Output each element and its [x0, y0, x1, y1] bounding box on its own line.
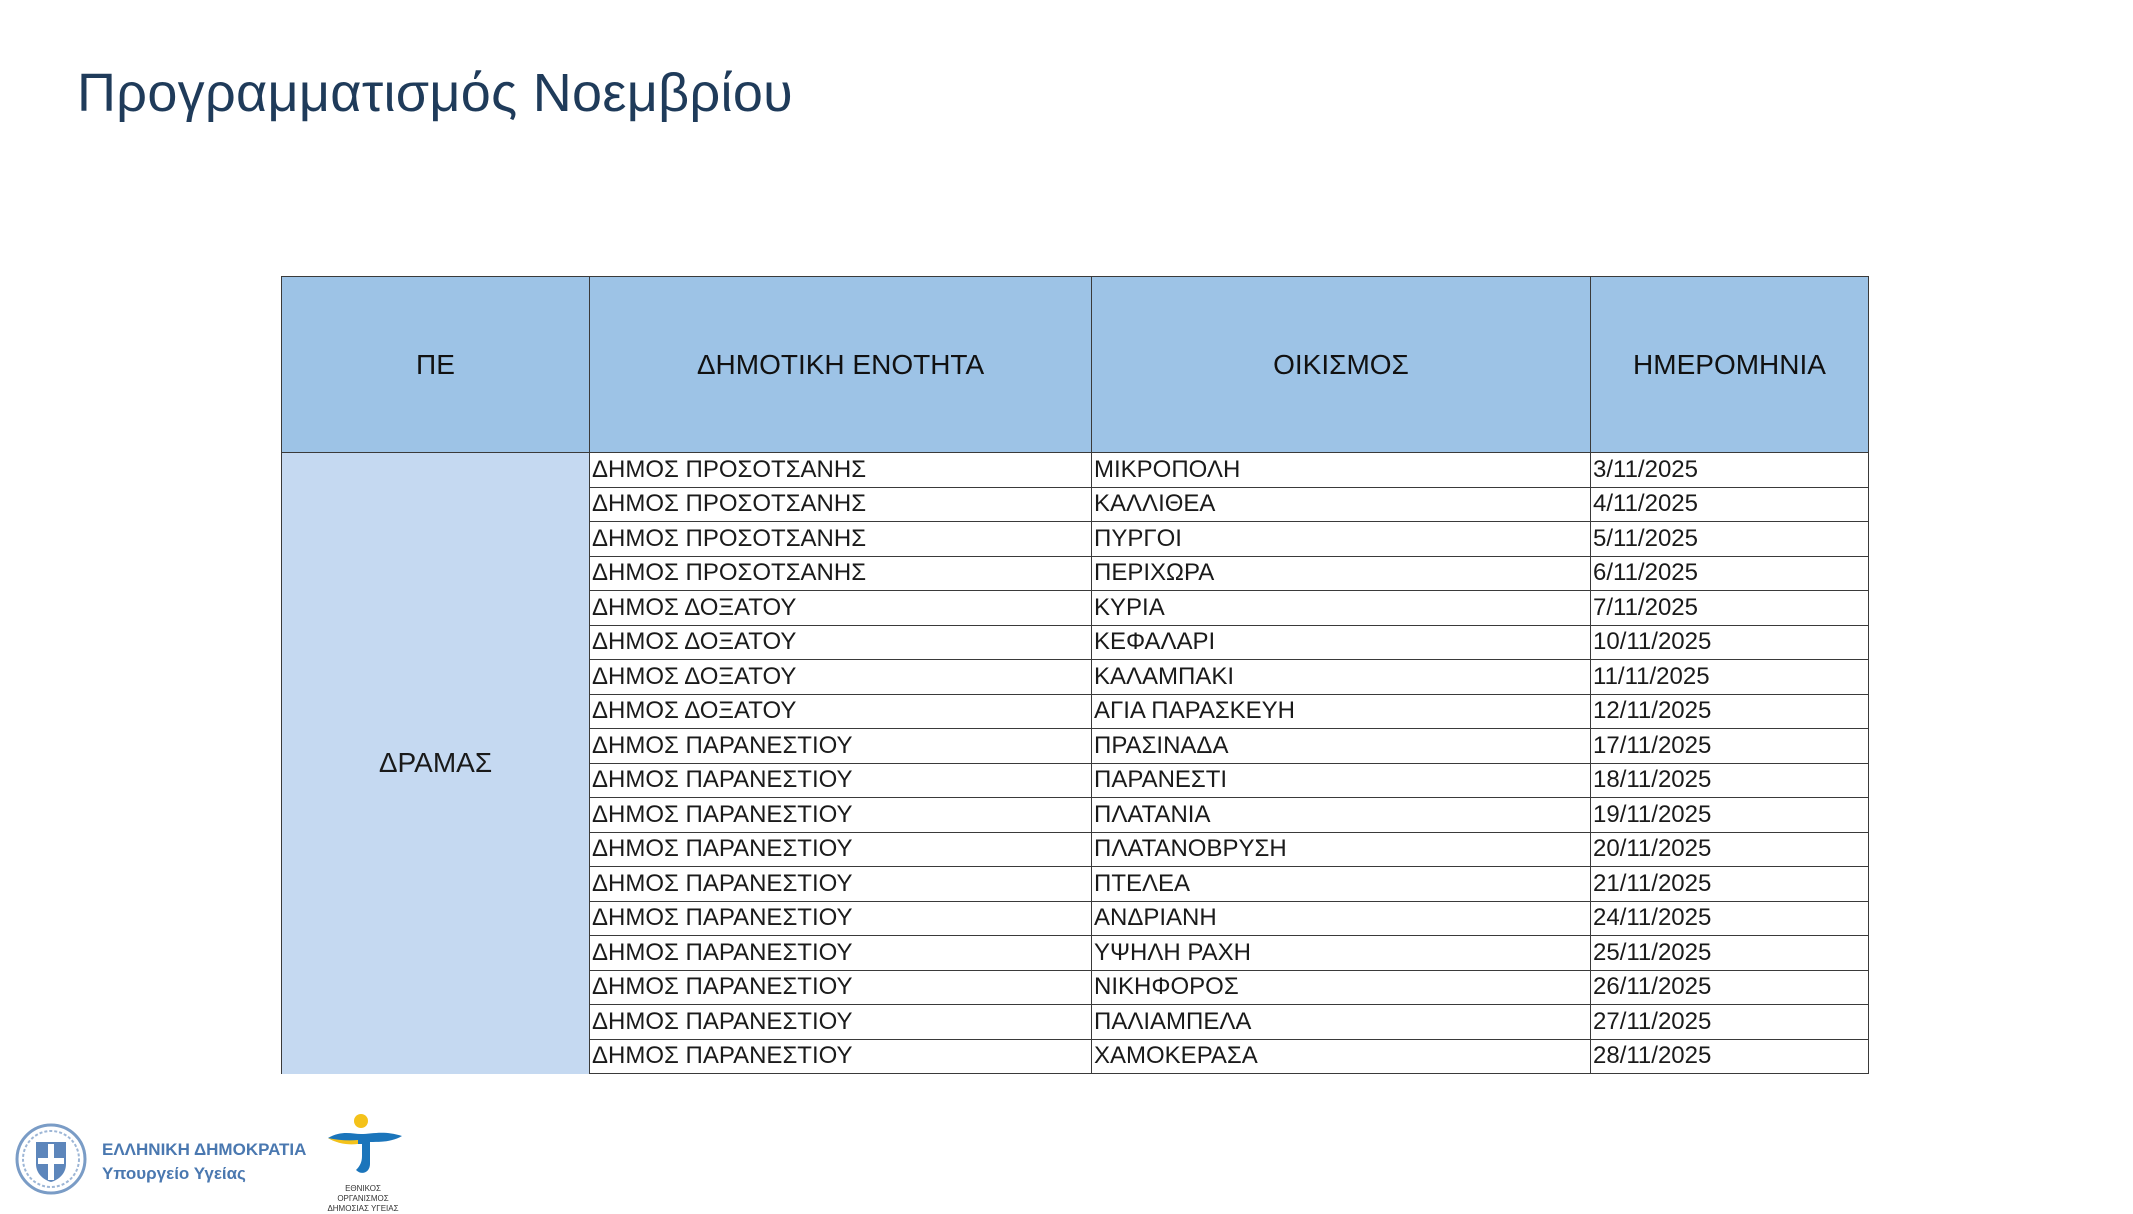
oikismos-cell: ΑΝΔΡΙΑΝΗ: [1092, 901, 1591, 936]
oikismos-cell: ΝΙΚΗΦΟΡΟΣ: [1092, 970, 1591, 1005]
oikismos-cell: ΠΑΡΑΝΕΣΤΙ: [1092, 763, 1591, 798]
oikismos-cell: ΧΑΜΟΚΕΡΑΣΑ: [1092, 1039, 1591, 1074]
date-cell: 21/11/2025: [1591, 867, 1869, 902]
date-cell: 20/11/2025: [1591, 832, 1869, 867]
government-name: ΕΛΛΗΝΙΚΗ ΔΗΜΟΚΡΑΤΙΑ: [102, 1140, 307, 1159]
date-cell: 11/11/2025: [1591, 660, 1869, 695]
oikismos-cell: ΚΥΡΙΑ: [1092, 591, 1591, 626]
dimos-cell: ΔΗΜΟΣ ΠΑΡΑΝΕΣΤΙΟΥ: [590, 729, 1092, 764]
dimos-cell: ΔΗΜΟΣ ΠΑΡΑΝΕΣΤΙΟΥ: [590, 901, 1092, 936]
oikismos-cell: ΜΙΚΡΟΠΟΛΗ: [1092, 453, 1591, 488]
dimos-cell: ΔΗΜΟΣ ΠΑΡΑΝΕΣΤΙΟΥ: [590, 1039, 1092, 1074]
date-cell: 12/11/2025: [1591, 694, 1869, 729]
date-cell: 6/11/2025: [1591, 556, 1869, 591]
oikismos-cell: ΠΡΑΣΙΝΑΔΑ: [1092, 729, 1591, 764]
ministry-name: Υπουργείο Υγείας: [102, 1164, 246, 1183]
date-cell: 10/11/2025: [1591, 625, 1869, 660]
dimos-cell: ΔΗΜΟΣ ΠΑΡΑΝΕΣΤΙΟΥ: [590, 763, 1092, 798]
oikismos-cell: ΠΛΑΤΑΝΙΑ: [1092, 798, 1591, 833]
schedule-table: [281, 276, 1869, 1074]
eody-caption-line1: ΕΘΝΙΚΟΣ ΟΡΓΑΝΙΣΜΟΣ: [337, 1184, 389, 1203]
oikismos-cell: ΚΕΦΑΛΑΡΙ: [1092, 625, 1591, 660]
header-imerominia: ΗΜΕΡΟΜΗΝΙΑ: [1591, 277, 1869, 453]
dimos-cell: ΔΗΜΟΣ ΠΡΟΣΟΤΣΑΝΗΣ: [590, 453, 1092, 488]
date-cell: 4/11/2025: [1591, 487, 1869, 522]
oikismos-cell: ΠΥΡΓΟΙ: [1092, 522, 1591, 557]
pe-cell: ΔΡΑΜΑΣ: [282, 453, 590, 1074]
date-cell: 24/11/2025: [1591, 901, 1869, 936]
dimos-cell: ΔΗΜΟΣ ΠΑΡΑΝΕΣΤΙΟΥ: [590, 1005, 1092, 1040]
eody-logo-icon: [322, 1112, 408, 1178]
date-cell: 5/11/2025: [1591, 522, 1869, 557]
date-cell: 3/11/2025: [1591, 453, 1869, 488]
table-body: [282, 453, 1869, 1074]
dimos-cell: ΔΗΜΟΣ ΔΟΞΑΤΟΥ: [590, 591, 1092, 626]
header-dimotiki-enotita: ΔΗΜΟΤΙΚΗ ΕΝΟΤΗΤΑ: [590, 277, 1092, 453]
oikismos-cell: ΠΛΑΤΑΝΟΒΡΥΣΗ: [1092, 832, 1591, 867]
dimos-cell: ΔΗΜΟΣ ΠΑΡΑΝΕΣΤΙΟΥ: [590, 936, 1092, 971]
oikismos-cell: ΚΑΛΛΙΘΕΑ: [1092, 487, 1591, 522]
date-cell: 27/11/2025: [1591, 1005, 1869, 1040]
footer-logos: [14, 1112, 434, 1213]
date-cell: 25/11/2025: [1591, 936, 1869, 971]
page-title: Προγραμματισμός Νοεμβρίου: [77, 63, 794, 123]
table-row: [282, 453, 1869, 488]
dimos-cell: ΔΗΜΟΣ ΠΡΟΣΟΤΣΑΝΗΣ: [590, 556, 1092, 591]
date-cell: 26/11/2025: [1591, 970, 1869, 1005]
greek-coat-of-arms-icon: [14, 1122, 88, 1196]
dimos-cell: ΔΗΜΟΣ ΔΟΞΑΤΟΥ: [590, 660, 1092, 695]
dimos-cell: ΔΗΜΟΣ ΠΑΡΑΝΕΣΤΙΟΥ: [590, 970, 1092, 1005]
eody-caption-line2: ΔΗΜΟΣΙΑΣ ΥΓΕΙΑΣ: [327, 1204, 399, 1213]
dimos-cell: ΔΗΜΟΣ ΠΑΡΑΝΕΣΤΙΟΥ: [590, 832, 1092, 867]
dimos-cell: ΔΗΜΟΣ ΔΟΞΑΤΟΥ: [590, 694, 1092, 729]
dimos-cell: ΔΗΜΟΣ ΠΑΡΑΝΕΣΤΙΟΥ: [590, 867, 1092, 902]
dimos-cell: ΔΗΜΟΣ ΠΡΟΣΟΤΣΑΝΗΣ: [590, 487, 1092, 522]
eody-caption: [320, 1184, 406, 1214]
oikismos-cell: ΚΑΛΑΜΠΑΚΙ: [1092, 660, 1591, 695]
dimos-cell: ΔΗΜΟΣ ΠΑΡΑΝΕΣΤΙΟΥ: [590, 798, 1092, 833]
dimos-cell: ΔΗΜΟΣ ΔΟΞΑΤΟΥ: [590, 625, 1092, 660]
date-cell: 19/11/2025: [1591, 798, 1869, 833]
header-oikismos: ΟΙΚΙΣΜΟΣ: [1092, 277, 1591, 453]
oikismos-cell: ΥΨΗΛΗ ΡΑΧΗ: [1092, 936, 1591, 971]
dimos-cell: ΔΗΜΟΣ ΠΡΟΣΟΤΣΑΝΗΣ: [590, 522, 1092, 557]
oikismos-cell: ΠΑΛΙΑΜΠΕΛΑ: [1092, 1005, 1591, 1040]
date-cell: 17/11/2025: [1591, 729, 1869, 764]
date-cell: 28/11/2025: [1591, 1039, 1869, 1074]
header-pe: ΠΕ: [282, 277, 590, 453]
date-cell: 18/11/2025: [1591, 763, 1869, 798]
oikismos-cell: ΠΕΡΙΧΩΡΑ: [1092, 556, 1591, 591]
date-cell: 7/11/2025: [1591, 591, 1869, 626]
oikismos-cell: ΑΓΙΑ ΠΑΡΑΣΚΕΥΗ: [1092, 694, 1591, 729]
oikismos-cell: ΠΤΕΛΕΑ: [1092, 867, 1591, 902]
table-header-row: [282, 277, 1869, 453]
